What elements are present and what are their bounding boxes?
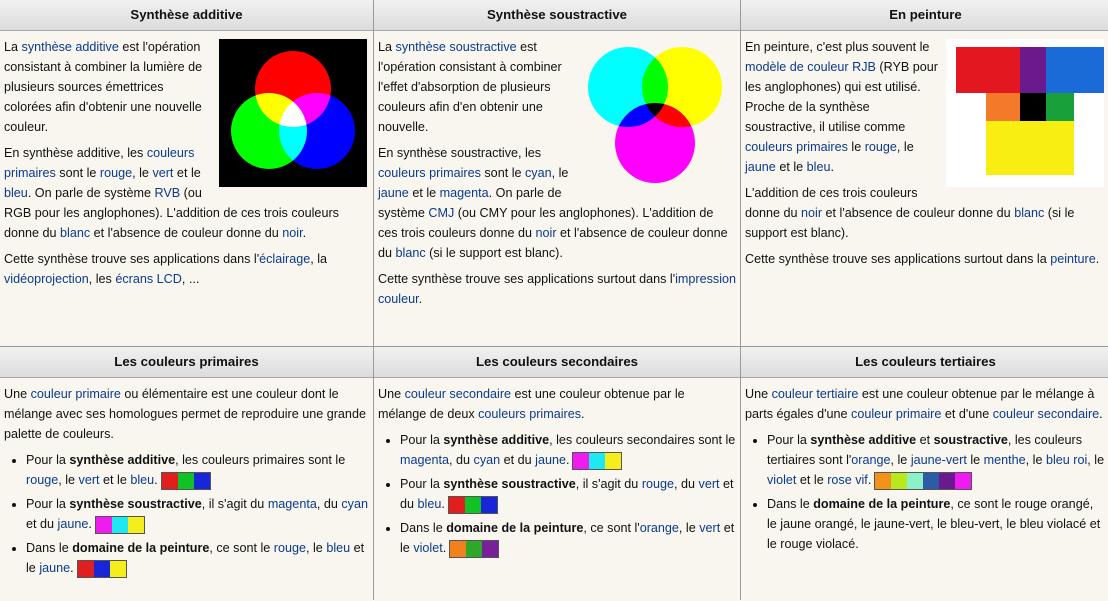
header-subtractive: Synthèse soustractive	[374, 0, 740, 31]
link-modele-rjb[interactable]: modèle de couleur RJB	[745, 60, 876, 74]
additive-p1: La synthèse additive est l'opération consistant à combiner la lumière de plusieurs sources émettrices colorées afin d'obtenir une nouvelle couleur.	[4, 40, 203, 134]
link-eclairage[interactable]: éclairage	[259, 252, 311, 266]
list-item: • Dans le domaine de la peinture, ce sont le rouge, le bleu et le jaune.	[26, 538, 369, 578]
swatch-color	[450, 541, 466, 557]
link-jaune[interactable]: jaune	[57, 517, 89, 531]
link-vert[interactable]: vert	[698, 477, 720, 491]
link-cyan[interactable]: cyan	[473, 453, 501, 467]
link-couleurs-primaires[interactable]: couleurs primaires	[4, 146, 195, 180]
link-videoprojection[interactable]: vidéoprojection	[4, 272, 89, 286]
swatch-color	[78, 561, 94, 577]
link-blanc[interactable]: blanc	[1014, 206, 1045, 220]
link-couleur-tertiaire[interactable]: couleur tertiaire	[771, 387, 859, 401]
link-peinture[interactable]: peinture	[1050, 252, 1096, 266]
link-jaune[interactable]: jaune	[39, 561, 71, 575]
secondary-intro: Une couleur secondaire est une couleur obtenue par le mélange de deux couleurs primaires.	[378, 387, 685, 421]
link-rouge[interactable]: rouge	[26, 473, 59, 487]
swatch-color	[465, 497, 481, 513]
link-magenta[interactable]: magenta	[400, 453, 450, 467]
swatch-color	[923, 473, 939, 489]
link-bleu[interactable]: bleu	[4, 186, 28, 200]
swatch-color	[110, 561, 126, 577]
swatch-color	[128, 517, 144, 533]
link-couleur-primaire[interactable]: couleur primaire	[30, 387, 121, 401]
link-couleur-primaire[interactable]: couleur primaire	[851, 407, 942, 421]
link-jaune[interactable]: jaune	[535, 453, 566, 467]
color-swatch	[572, 452, 622, 470]
header-primary: Les couleurs primaires	[0, 347, 373, 378]
list-item: • Pour la synthèse soustractive, il s'agit du rouge, du vert et du bleu.	[400, 474, 736, 514]
swatch-color	[891, 473, 907, 489]
link-noir[interactable]: noir	[282, 226, 303, 240]
swatch-color	[481, 497, 497, 513]
swatch-color	[96, 517, 112, 533]
link-rouge[interactable]: rouge	[864, 140, 897, 154]
swatch-color	[939, 473, 955, 489]
swatch-color	[112, 517, 128, 533]
header-painting: En peinture	[741, 0, 1108, 31]
color-swatch	[161, 472, 211, 490]
link-couleurs-primaires[interactable]: couleurs primaires	[745, 140, 848, 154]
swatch-color	[605, 453, 621, 469]
list-item: • Pour la synthèse additive, les couleurs primaires sont le rouge, le vert et le bleu.	[26, 450, 369, 490]
painting-diagram	[946, 39, 1104, 187]
color-swatch	[449, 540, 499, 558]
additive-p2: En synthèse additive, les couleurs primaires sont le rouge, le vert et le bleu. On parle de système RVB (ou RGB pour les anglophones). L'addition de ces trois couleurs donne du blanc et l'absence de couleur donne du noir.	[4, 146, 339, 240]
link-rose-vif[interactable]: rose vif	[827, 473, 868, 487]
color-swatch	[95, 516, 145, 534]
link-blanc[interactable]: blanc	[60, 226, 91, 240]
additive-p3: Cette synthèse trouve ses applications dans l'éclairage, la vidéoprojection, les écrans LCD, ...	[4, 252, 328, 286]
color-swatch	[874, 472, 972, 490]
link-vert[interactable]: vert	[699, 521, 721, 535]
painting-p3: Cette synthèse trouve ses applications surtout dans la peinture.	[745, 252, 1100, 266]
color-swatch	[448, 496, 498, 514]
link-orange[interactable]: orange	[639, 521, 679, 535]
header-secondary: Les couleurs secondaires	[374, 347, 740, 378]
list-item: • Pour la synthèse soustractive, il s'agit du magenta, du cyan et du jaune.	[26, 494, 369, 534]
link-violet[interactable]: violet	[767, 473, 797, 487]
subtractive-p3: Cette synthèse trouve ses applications surtout dans l'impression couleur.	[378, 272, 737, 306]
header-additive: Synthèse additive	[0, 0, 373, 31]
cell-painting	[741, 0, 1108, 346]
swatch-color	[449, 497, 465, 513]
cell-additive	[0, 0, 373, 346]
swatch-color	[178, 473, 194, 489]
list-item: • Dans le domaine de la peinture, ce sont le rouge orangé, le jaune orangé, le jaune-vert, le bleu-vert, le bleu violacé et le rouge violacé.	[767, 494, 1106, 554]
cell-subtractive	[374, 0, 740, 346]
swatch-color	[162, 473, 178, 489]
cell-tertiary	[741, 347, 1108, 601]
link-cmj[interactable]: CMJ	[428, 206, 455, 220]
swatch-color	[194, 473, 210, 489]
color-swatch	[77, 560, 127, 578]
link-noir[interactable]: noir	[535, 226, 557, 240]
swatch-color	[466, 541, 482, 557]
link-rvb[interactable]: RVB	[154, 186, 181, 200]
link-synthese-additive[interactable]: synthèse additive	[21, 40, 119, 54]
swatch-color	[955, 473, 971, 489]
link-bleu[interactable]: bleu	[130, 473, 155, 487]
link-bleu[interactable]: bleu	[806, 160, 831, 174]
cell-secondary	[374, 347, 740, 601]
link-synthese-soustractive[interactable]: synthèse soustractive	[395, 40, 517, 54]
link-bleu-roi[interactable]: bleu roi	[1045, 453, 1088, 467]
link-vert[interactable]: vert	[78, 473, 100, 487]
swatch-color	[573, 453, 589, 469]
link-couleurs-primaires[interactable]: couleurs primaires	[478, 407, 582, 421]
list-item: • Pour la synthèse additive et soustractive, les couleurs tertiaires sont l'orange, le jaune-vert le menthe, le bleu roi, le violet et le rose vif.	[767, 430, 1106, 490]
painting-p2: L'addition de ces trois couleurs donne du noir et l'absence de couleur donne du blanc (si le support est blanc).	[745, 186, 1075, 240]
link-cyan[interactable]: cyan	[525, 166, 552, 180]
swatch-color	[482, 541, 498, 557]
link-noir[interactable]: noir	[801, 206, 823, 220]
list-item: • Pour la synthèse additive, les couleurs secondaires sont le magenta, du cyan et du jaune.	[400, 430, 736, 470]
link-magenta[interactable]: magenta	[439, 186, 489, 200]
swatch-color	[94, 561, 110, 577]
header-tertiary: Les couleurs tertiaires	[741, 347, 1108, 378]
link-blanc[interactable]: blanc	[395, 246, 426, 260]
link-ecrans-lcd[interactable]: écrans LCD	[115, 272, 182, 286]
additive-diagram	[219, 39, 367, 187]
link-violet[interactable]: violet	[413, 541, 443, 555]
subtractive-p1: La synthèse soustractive est l'opération consistant à combiner l'effet d'absorption de plusieurs couleurs afin d'en obtenir une nouvelle.	[378, 40, 562, 134]
link-jaune[interactable]: jaune	[745, 160, 776, 174]
painting-p1: En peinture, c'est plus souvent le modèle de couleur RJB (RYB pour les anglophones) qui est utilisé. Proche de la synthèse soustractive, il utilise comme couleurs primaires le rouge, le jaune et le bleu.	[745, 40, 938, 174]
link-bleu[interactable]: bleu	[326, 541, 351, 555]
subtractive-p2: En synthèse soustractive, les couleurs primaires sont le cyan, le jaune et le magenta. On parle de système CMJ (ou CMY pour les anglophones). L'addition de ces trois couleurs donne du noir et l'absence de couleur donne du blanc (si le support est blanc).	[378, 146, 728, 260]
subtractive-diagram	[576, 39, 734, 197]
link-couleur-secondaire[interactable]: couleur secondaire	[404, 387, 512, 401]
list-item: • Dans le domaine de la peinture, ce sont l'orange, le vert et le violet.	[400, 518, 736, 558]
swatch-color	[907, 473, 923, 489]
swatch-color	[875, 473, 891, 489]
cell-primary	[0, 347, 373, 601]
link-couleur-secondaire[interactable]: couleur secondaire	[992, 407, 1100, 421]
link-rouge[interactable]: rouge	[273, 541, 306, 555]
link-jaune[interactable]: jaune	[378, 186, 409, 200]
link-rouge[interactable]: rouge	[99, 166, 133, 180]
link-orange[interactable]: orange	[851, 453, 891, 467]
link-impression-couleur[interactable]: impression couleur	[378, 272, 737, 306]
tertiary-intro: Une couleur tertiaire est une couleur obtenue par le mélange à parts égales d'une couleur primaire et d'une couleur secondaire.	[745, 387, 1103, 421]
swatch-color	[589, 453, 605, 469]
link-couleurs-primaires[interactable]: couleurs primaires	[378, 166, 481, 180]
link-bleu[interactable]: bleu	[417, 497, 442, 511]
link-vert[interactable]: vert	[152, 166, 174, 180]
primary-intro: Une couleur primaire ou élémentaire est une couleur dont le mélange avec ses homologues permet de reproduire une grande palette de couleurs.	[4, 387, 366, 441]
link-jaune-vert[interactable]: jaune-vert	[910, 453, 967, 467]
link-magenta[interactable]: magenta	[267, 497, 317, 511]
link-menthe[interactable]: menthe	[983, 453, 1026, 467]
link-cyan[interactable]: cyan	[341, 497, 368, 511]
link-rouge[interactable]: rouge	[641, 477, 675, 491]
